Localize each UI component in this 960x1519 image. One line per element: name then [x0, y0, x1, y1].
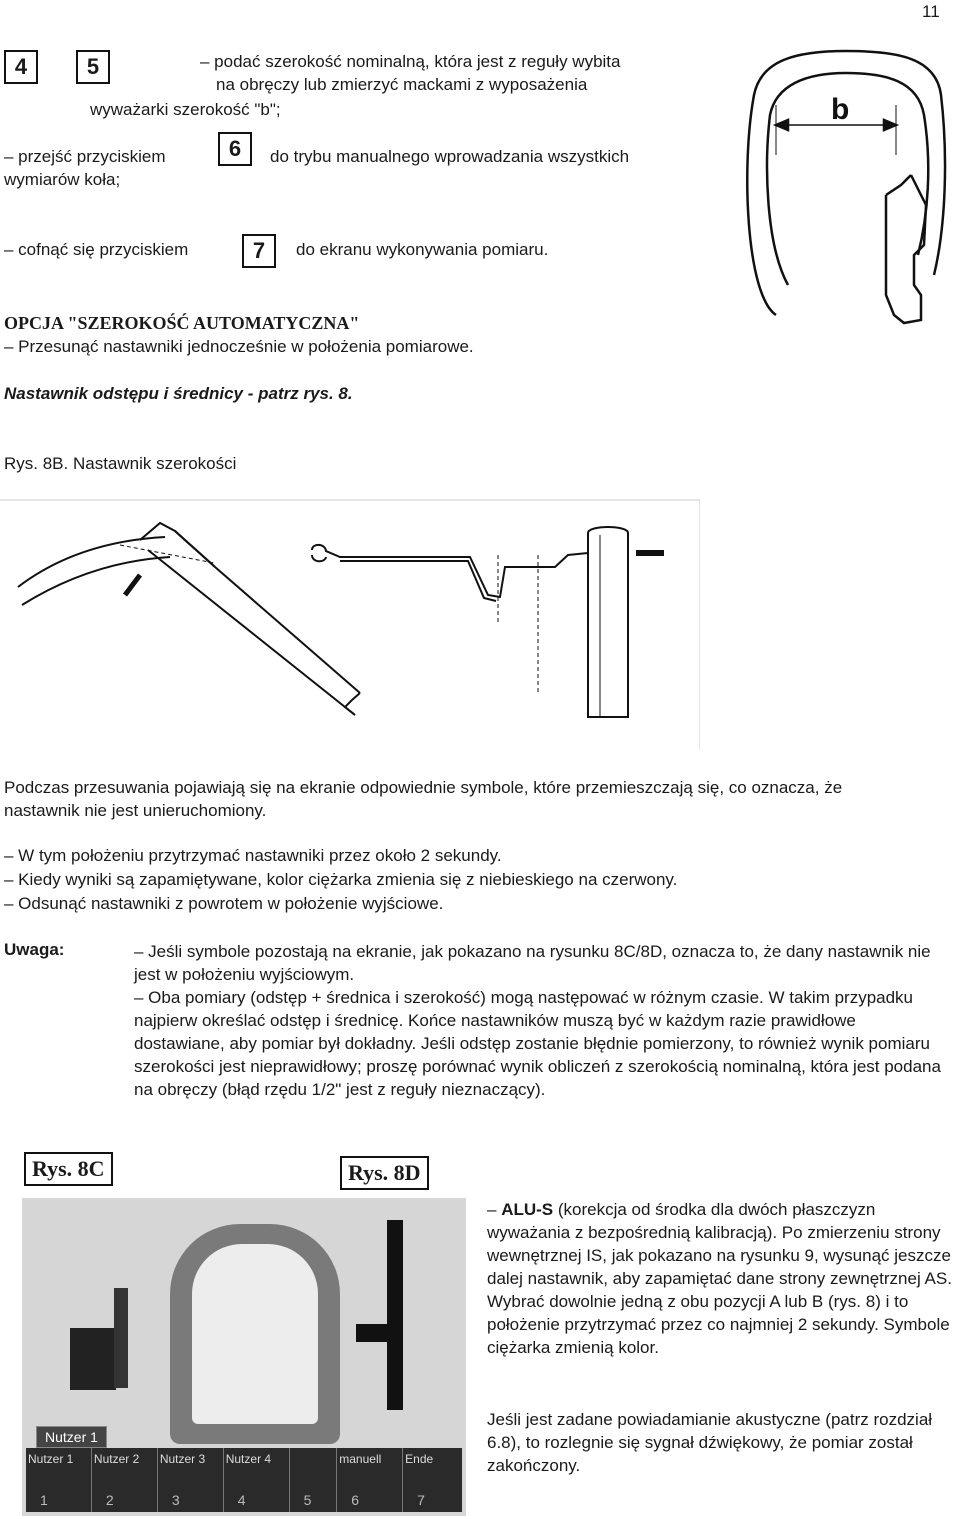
menu-item-label: Nutzer 2 [93, 1452, 140, 1466]
tyre-label-b: b [831, 93, 850, 126]
menu-item-label: Nutzer 1 [28, 1452, 74, 1466]
intro-line-2: na obręczy lub zmierzyć mackami z wyposażenia [216, 75, 588, 94]
menu-item-label: manuell [339, 1452, 382, 1466]
screen-menu-bar [26, 1448, 462, 1512]
alus-text: (korekcja od środka dla dwóch płaszczyzn wyważania z bezpośrednią kalibracją). Po zmierzeniu strony wewnętrznej IS, jak pokazano na rysunku 9, wysunąć jeszcze dalej nastawnik, aby zapamiętać dane strony zewnętrznej AS. Wybrać dowolnie jedną z obu pozycji A lub B (rys. 8) i to położenie przytrzymać przez co najmniej 2 sekundy. Symbole ciężarka zmienią kolor. [487, 1200, 952, 1357]
menu-item-ende[interactable] [403, 1448, 462, 1512]
option-step: – Przesunąć nastawniki jednocześnie w położenia pomiarowe. [4, 337, 474, 356]
menu-number: 7 [417, 1492, 425, 1508]
figure-8c-label: Rys. 8C [24, 1152, 113, 1186]
alus-paragraph-2: Jeśli jest zadane powiadamianie akustyczne (patrz rozdział 6.8), to rozlegnie się sygnał dźwiękowy, że pomiar został zakończony. [487, 1410, 933, 1475]
note-label: Uwaga: [4, 940, 65, 959]
press7-text-a: – cofnąć się przyciskiem [4, 240, 189, 259]
alus-dash: – [487, 1200, 502, 1219]
menu-item-label: Nutzer 3 [159, 1452, 206, 1466]
balancer-screen-image [22, 1198, 466, 1516]
body-paragraph: Podczas przesuwania pojawiają się na ekranie odpowiednie symbole, które przemieszczają się, co oznacza, że nastawnik nie jest unieruchomiony. [4, 778, 843, 820]
figure-8d-label: Rys. 8D [340, 1156, 429, 1190]
menu-item-manuell[interactable] [337, 1448, 403, 1512]
option-heading: OPCJA "SZEROKOŚĆ AUTOMATYCZNA" [4, 313, 360, 333]
menu-number: 2 [105, 1492, 114, 1508]
figure-8b-drawing [0, 495, 700, 750]
menu-number: 6 [351, 1492, 360, 1508]
gauge-arm-8d [387, 1220, 403, 1410]
alus-paragraph [487, 1198, 953, 1359]
key-5-button: 5 [76, 50, 110, 84]
gauge-arm-8c [70, 1328, 116, 1390]
option-note: Nastawnik odstępu i średnicy - patrz rys. 8. [4, 384, 353, 403]
press7-text-b: do ekranu wykonywania pomiaru. [296, 240, 549, 259]
menu-item-label: Nutzer 4 [225, 1452, 272, 1466]
body-step-1: – W tym położeniu przytrzymać nastawniki przez około 2 sekundy. [4, 846, 502, 865]
press6-text-b: do trybu manualnego wprowadzania wszystkich [270, 147, 630, 166]
press6-text-a: – przejść przyciskiem [4, 147, 166, 166]
tyre-inner-graphic [192, 1244, 318, 1424]
menu-item-blank[interactable] [290, 1448, 338, 1512]
menu-number: 4 [237, 1492, 246, 1508]
key-4-button: 4 [4, 50, 38, 84]
note-item-2: – Oba pomiary (odstęp + średnica i szerokość) mogą następować w różnym czasie. W takim przypadku najpierw określać odstęp i średnicę. Końce nastawników muszą być w każdym razie prawidłowe dostawiane, aby pomiar był dokładny. Jeśli odstęp zostanie błędnie pomierzony, to również wynik pomiaru szerokości jest nieprawidłowy; proszę porównać wynik obliczeń z szerokością nominalną, która jest podana na obręczy (błąd rzędu 1/2" jest z reguły nieznaczący). [134, 988, 941, 1099]
key-6-button: 6 [218, 132, 252, 166]
note-item-1: – Jeśli symbole pozostają na ekranie, jak pokazano na rysunku 8C/8D, oznacza to, że dany nastawnik nie jest w położeniu wyjściowym. [134, 942, 931, 984]
alus-title: ALU-S [501, 1200, 554, 1219]
body-step-3: – Odsunąć nastawniki z powrotem w położenie wyjściowe. [4, 894, 444, 913]
gauge-arm-8d-foot [356, 1324, 396, 1342]
menu-number: 3 [171, 1492, 180, 1508]
menu-item-nutzer-2[interactable] [92, 1448, 158, 1512]
menu-item-nutzer-3[interactable] [158, 1448, 224, 1512]
gauge-arm-8c-bar [114, 1288, 128, 1388]
menu-item-label: Ende [405, 1452, 434, 1466]
menu-number: 1 [40, 1492, 48, 1508]
press6-text-c: wymiarów koła; [4, 170, 121, 189]
figure-8b-caption: Rys. 8B. Nastawnik szerokości [4, 454, 237, 473]
menu-number: 5 [303, 1492, 312, 1508]
page-number: 11 [922, 2, 940, 21]
intro-line-1: – podać szerokość nominalną, która jest z reguły wybita [200, 52, 621, 71]
menu-item-nutzer-4[interactable] [224, 1448, 290, 1512]
key-7-button: 7 [242, 234, 276, 268]
body-step-2: – Kiedy wyniki są zapamiętywane, kolor ciężarka zmienia się z niebieskiego na czerwony. [4, 870, 678, 889]
intro-line-3: wyważarki szerokość "b"; [90, 100, 281, 119]
tyre-width-figure [736, 45, 958, 335]
menu-item-nutzer-1[interactable] [26, 1448, 92, 1512]
user-tag: Nutzer 1 [36, 1426, 107, 1448]
